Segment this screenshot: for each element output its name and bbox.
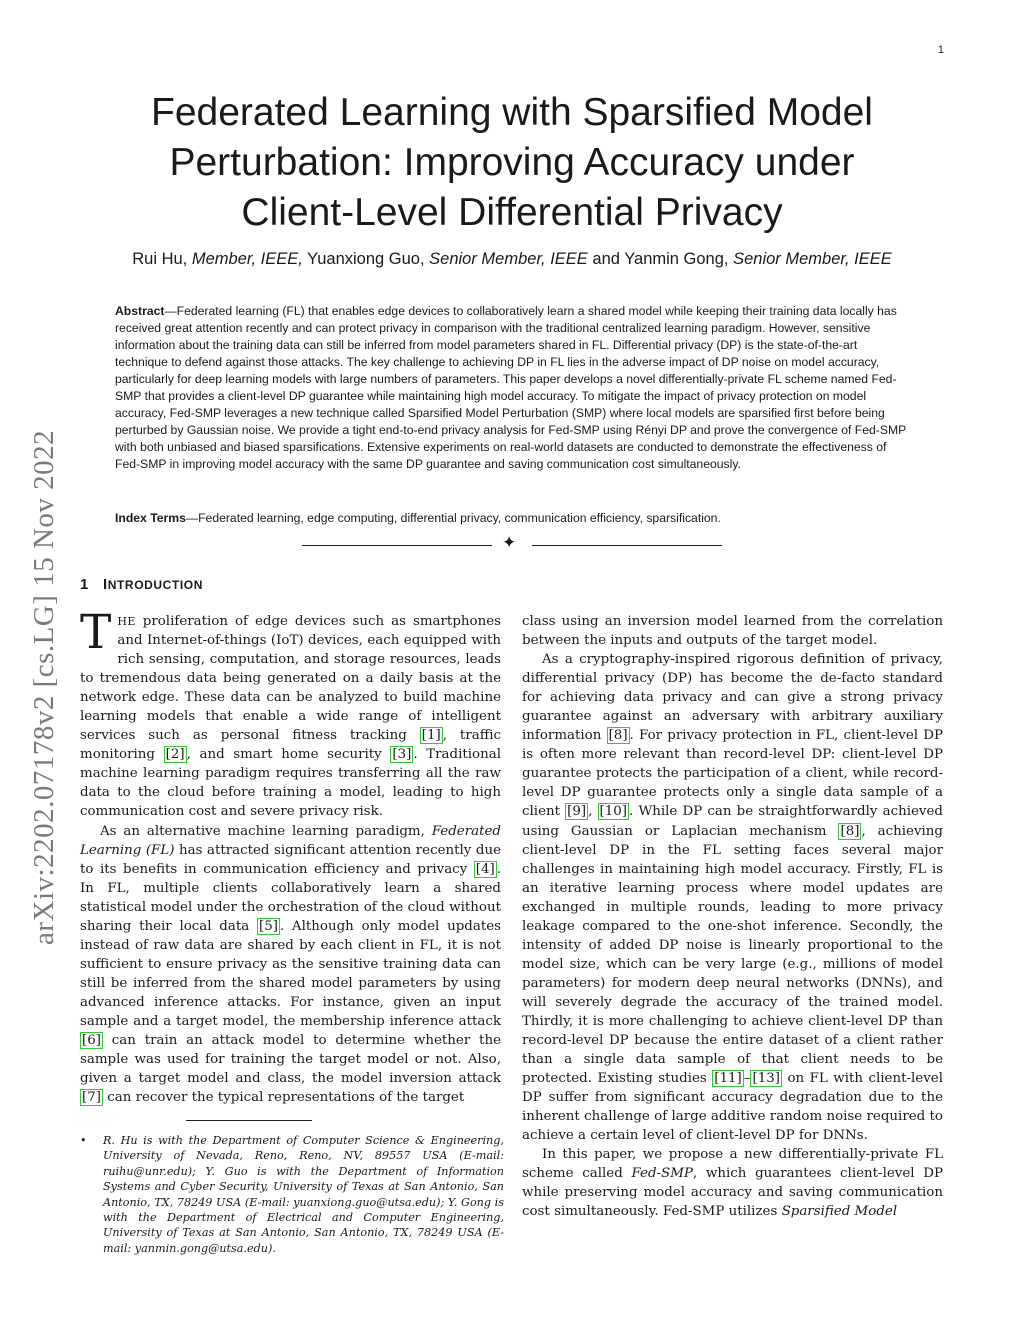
citation-link[interactable]: [8] (840, 823, 860, 839)
index-terms (115, 511, 909, 525)
footnote-rule (186, 1120, 312, 1121)
paragraph (522, 650, 943, 1145)
citation-link[interactable]: [8] (608, 728, 628, 744)
citation-link[interactable]: [13] (752, 1071, 780, 1087)
left-column (80, 605, 501, 1107)
paragraph-text: . Although only model updates instead of raw data are shared by each client in FL, it is not sufficient to ensure privacy as the sensitive training data can still be inferred from the shared model parameters by using advanced inference attacks. For instance, given an input sample and a target model, the membership inference attack (80, 918, 501, 1029)
footnote-text: R. Hu is with the Department of Computer Science & Engineering, University of Nevada, Reno, Reno, NV, 89557 USA (E-mail: ruihu@unr.edu); Y. Guo is with the Department of Information Systems and Cyber Security, University of Texas at San Antonio, San Antonio, TX, 78249 USA (E-mail: yuanxiong.guo@utsa.edu); Y. Gong is with the Department of Electrical and Computer Engineering, University of Texas at San Antonio, San Antonio, TX, 78249 USA (E-mail: yanmin.gong@utsa.edu). (103, 1134, 504, 1255)
drop-cap: T (80, 605, 112, 660)
footnote-bullet: • (80, 1134, 87, 1147)
page-number: 1 (937, 44, 944, 56)
paragraph-text: As an alternative machine learning paradigm, (100, 823, 432, 839)
author-name: Yanmin Gong, (624, 250, 729, 268)
paragraph-text: can recover the typical representations of the target (102, 1090, 465, 1106)
divider-star-icon: ✦ (502, 533, 517, 553)
citation-link[interactable]: [1] (421, 728, 441, 744)
citation-link[interactable]: [3] (392, 747, 412, 763)
paragraph-text: . In FL, multiple clients collaboratively learn a shared statistical model under the orchestration of the cloud without sharing their local data (80, 861, 501, 934)
section-title-rest: NTRODUCTION (107, 578, 203, 592)
paragraph-text: In this paper, we propose a new differentially-private FL scheme called (522, 1147, 943, 1182)
author-role: Senior Member, IEEE (733, 250, 892, 268)
author-list (70, 250, 954, 269)
paragraph-text: on FL with client-level DP suffer from significant accuracy degradation due to the inherent challenge of large additive random noise required to achieve a certain level of client-level DP for DNNs. (522, 1071, 943, 1144)
small-caps-lead: HE (117, 615, 136, 628)
paragraph-text: . For privacy protection in FL, client-level DP is often more relevant than record-level DP: client-level DP guarantee protects the participation of a client, while record-level DP guarantee protects only a single data sample of a client (522, 728, 943, 820)
section-divider (302, 533, 722, 556)
author-role: Senior Member, IEEE (429, 250, 588, 268)
paragraph-text: , traffic monitoring (80, 728, 501, 763)
paragraph-text: . Traditional machine learning paradigm requires transferring all the raw data to the cloud before training a model, leading to high communication cost and severe privacy risk. (80, 747, 501, 820)
citation-link[interactable]: [9] (567, 804, 587, 820)
paper-title: Federated Learning with Sparsified Model Perturbation: Improving Accuracy under Client-Level Differential Privacy (151, 91, 873, 234)
emphasis-text: Federated Learning (FL) (80, 823, 501, 858)
citation-link[interactable]: [2] (165, 747, 185, 763)
section-heading (80, 576, 203, 593)
citation-link[interactable]: [4] (475, 861, 495, 877)
paragraph-text: can train an attack model to determine whether the sample was used for training the target model or not. Also, given a target model and class, the model inversion attack (80, 1033, 501, 1087)
abstract-text: —Federated learning (FL) that enables edge devices to collaboratively learn a shared model while keeping their training data locally has received great attention recently and can protect privacy in comparison with the traditional centralized learning paradigm. However, sensitive information about the training data can still be inferred from model parameters shared in FL. Differential privacy (DP) is the state-of-the-art technique to defend against those attacks. The key challenge to achieving DP in FL lies in the adverse impact of DP noise on model accuracy, particularly for deep learning models with large numbers of parameters. This paper develops a novel differentially-private FL scheme named Fed-SMP that provides a client-level DP guarantee while maintaining high model accuracy. To mitigate the impact of privacy protection on model accuracy, Fed-SMP leverages a new technique called Sparsified Model Perturbation (SMP) where local models are sparsified first before being perturbed by Gaussian noise. We provide a tight end-to-end privacy analysis for Fed-SMP using Rényi DP and prove the convergence of Fed-SMP with both unbiased and biased sparsifications. Extensive experiments on real-world datasets are conducted to demonstrate the effectiveness of Fed-SMP in improving model accuracy with the same DP guarantee and saving communication cost simultaneously. (115, 304, 907, 471)
paragraph (80, 605, 501, 822)
citation-range-dash: – (743, 1071, 751, 1087)
author-role: Member, IEEE, (191, 250, 303, 268)
paragraph (80, 822, 501, 1108)
arxiv-identifier-stamp[interactable]: arXiv:2202.07178v2 [cs.LG] 15 Nov 2022 (28, 429, 60, 945)
paragraph-text: has attracted significant attention recently due to its benefits in communication efficiency and privacy (80, 842, 501, 877)
paragraph-text: , (588, 804, 598, 820)
paragraph-text: proliferation of edge devices such as smartphones and Internet-of-things (IoT) devices, each equipped with rich sensing, computation, and storage resources, leads to tremendous data being generated on a daily basis at the network edge. These data can be analyzed to build machine learning models that enable a wide range of intelligent services such as personal fitness tracking (80, 614, 501, 744)
citation-link[interactable]: [6] (82, 1033, 101, 1049)
emphasis-text: Sparsified Model (781, 1204, 898, 1220)
citation-link[interactable]: [7] (82, 1090, 101, 1106)
author-name: Rui Hu, (132, 250, 188, 268)
paragraph-text: As a cryptography-inspired rigorous definition of privacy, differential privacy (DP) has become the de-facto standard for achieving data privacy and can give a strong privacy guarantee against an adversary with arbitrary auxiliary information (522, 652, 943, 744)
citation-link[interactable]: [11] (714, 1071, 742, 1087)
section-number: 1 (80, 576, 89, 593)
paragraph-text: , and smart home security (186, 747, 391, 763)
index-terms-label: Index Terms (115, 511, 186, 525)
citation-link[interactable]: [10] (599, 804, 628, 820)
emphasis-text: Fed-SMP (631, 1166, 693, 1182)
author-conjunction: and (592, 250, 620, 268)
author-name: Yuanxiong Guo, (307, 250, 425, 268)
paragraph (522, 1145, 943, 1221)
abstract (115, 303, 909, 473)
paragraph-text: class using an inversion model learned from the correlation between the inputs and outputs of the target model. (522, 614, 943, 649)
citation-link[interactable]: [5] (258, 918, 278, 934)
paragraph (522, 612, 943, 650)
paragraph-text: , achieving client-level DP in the FL setting faces several major challenges in maintaining high model accuracy. Firstly, FL is an iterative learning process where model updates are exchanged in multiple rounds, leading to more privacy leakage compared to the one-shot inference. Secondly, the intensity of added DP noise is linearly proportional to the model size, which can be very large (e.g., millions of model parameters) for modern deep neural networks (DNNs), and will severely degrade the accuracy of the trained model. Thirdly, it is more challenging to achieve client-level DP than record-level DP because the entire dataset of a client rather than a single data sample of that client needs to be protected. Existing studies (522, 823, 944, 1087)
divider-line-right (532, 545, 722, 546)
divider-line-left (302, 545, 492, 546)
right-column (522, 612, 943, 1222)
abstract-label: Abstract (115, 304, 165, 318)
author-affiliation-footnote (80, 1133, 504, 1256)
index-terms-text: —Federated learning, edge computing, differential privacy, communication efficiency, sparsification. (185, 511, 721, 525)
paragraph-text: , which guarantees client-level DP while preserving model accuracy and saving communication cost simultaneously. Fed-SMP utilizes (522, 1166, 943, 1220)
section-title-initial: I (102, 576, 108, 593)
paragraph-text: . While DP can be straightforwardly achieved using Gaussian or Laplacian mechanism (522, 804, 943, 839)
